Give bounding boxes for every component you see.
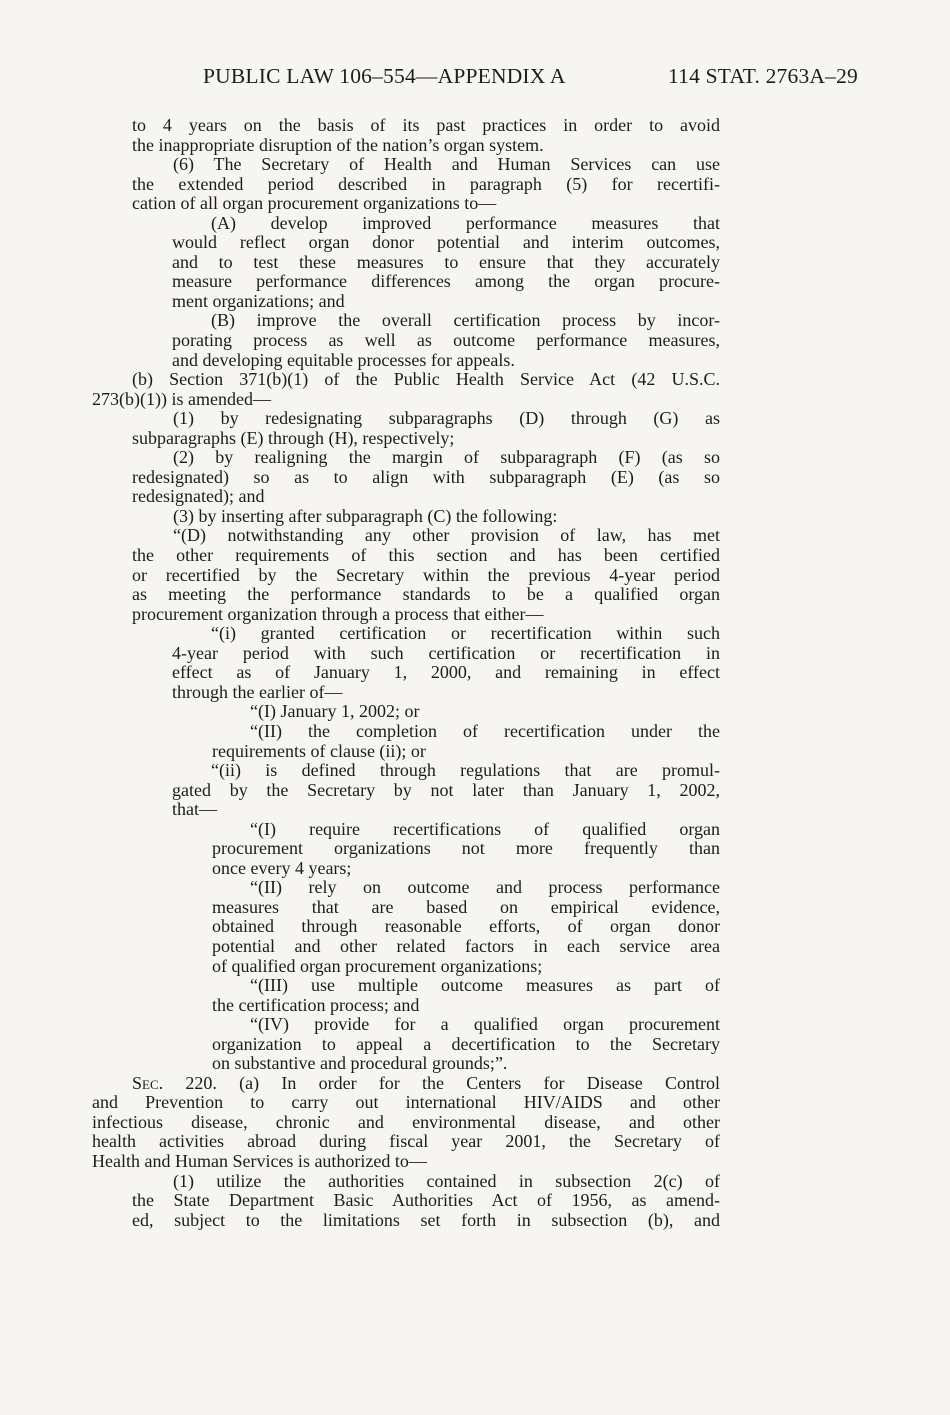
text-line: the certification process; and (212, 994, 420, 1015)
text-line: (3) by inserting after subparagraph (C) the following: (173, 505, 558, 526)
text-line: and developing equitable processes for appeals. (172, 349, 515, 370)
text-line: “(I) January 1, 2002; or (250, 701, 420, 722)
text-line: (1) by redesignating subparagraphs (D) through (G) as (173, 408, 720, 429)
text-line: “(ii) is defined through regulations that are promul- (211, 760, 720, 781)
text-line: ed, subject to the limitations set forth in subsection (b), and (132, 1209, 720, 1230)
text-line: requirements of clause (ii); or (212, 740, 426, 761)
text-line: the extended period described in paragraph (5) for recertifi- (132, 173, 720, 194)
running-head (203, 64, 858, 92)
text-line: Sec. 220. (a) In order for the Centers for Disease Control (132, 1072, 720, 1093)
text-line: “(D) notwithstanding any other provision of law, has met (173, 525, 720, 546)
text-line: as meeting the performance standards to be a qualified organ (132, 584, 720, 605)
text-line: “(IV) provide for a qualified organ procurement (250, 1014, 720, 1035)
text-line: “(i) granted certification or recertification within such (211, 623, 720, 644)
text-line: infectious disease, chronic and environmental disease, and other (92, 1111, 720, 1132)
text-line: “(III) use multiple outcome measures as part of (250, 975, 720, 996)
text-line: (2) by realigning the margin of subparagraph (F) (as so (173, 447, 720, 468)
text-line: cation of all organ procurement organizations to— (132, 193, 497, 214)
text-line: obtained through reasonable efforts, of organ donor (212, 916, 720, 937)
text-line: or recertified by the Secretary within the previous 4-year period (132, 564, 720, 585)
running-head-stat-citation: 114 STAT. 2763A–29 (667, 64, 858, 88)
text-line: through the earlier of— (172, 681, 343, 702)
text-line: to 4 years on the basis of its past practices in order to avoid (132, 115, 720, 135)
text-line: procurement organization through a process that either— (132, 603, 544, 624)
running-head-title: PUBLIC LAW 106–554—APPENDIX A (203, 64, 566, 88)
text-line: 273(b)(1)) is amended— (92, 388, 271, 409)
text-line: organization to appeal a decertification to the Secretary (212, 1033, 720, 1054)
text-line: Health and Human Services is authorized to— (92, 1150, 427, 1171)
text-line: potential and other related factors in each service area (212, 935, 720, 956)
text-line: effect as of January 1, 2000, and remaining in effect (172, 662, 720, 683)
text-line: 4-year period with such certification or recertification in (172, 642, 720, 663)
text-line: redesignated); and (132, 486, 265, 507)
text-line: on substantive and procedural grounds;”. (212, 1053, 508, 1074)
body-text (92, 116, 720, 1230)
text-line: “(II) the completion of recertification under the (250, 720, 720, 741)
text-line: ment organizations; and (172, 290, 345, 311)
text-line: (1) utilize the authorities contained in subsection 2(c) of (173, 1170, 720, 1191)
text-line: of qualified organ procurement organizations; (212, 955, 543, 976)
text-line: measures that are based on empirical evidence, (212, 896, 720, 917)
text-line: “(I) require recertifications of qualified organ (250, 818, 720, 839)
text-line: and Prevention to carry out international HIV/AIDS and other (92, 1092, 720, 1113)
text-line: the other requirements of this section and has been certified (132, 545, 720, 566)
text-line: and to test these measures to ensure that they accurately (172, 251, 720, 272)
text-line: (A) develop improved performance measures that (211, 212, 720, 233)
text-line: would reflect organ donor potential and interim outcomes, (172, 232, 720, 253)
text-line: redesignated) so as to align with subparagraph (E) (as so (132, 466, 720, 487)
text-line: once every 4 years; (212, 857, 352, 878)
text-line: (b) Section 371(b)(1) of the Public Health Service Act (42 U.S.C. (132, 369, 720, 390)
text-line: the State Department Basic Authorities Act of 1956, as amend- (132, 1190, 720, 1211)
text-line: measure performance differences among the organ procure- (172, 271, 720, 292)
text-line: porating process as well as outcome performance measures, (172, 330, 720, 351)
text-line: procurement organizations not more frequently than (212, 838, 720, 859)
text-line: “(II) rely on outcome and process performance (250, 877, 720, 898)
text-line: gated by the Secretary by not later than January 1, 2002, (172, 779, 720, 800)
text-line: (B) improve the overall certification process by incor- (211, 310, 720, 331)
text-line: subparagraphs (E) through (H), respectively; (132, 427, 455, 448)
section-label: Sec. (132, 1072, 164, 1093)
text-line: the inappropriate disruption of the nation’s organ system. (132, 134, 544, 155)
text-line: that— (172, 799, 217, 820)
text-line: health activities abroad during fiscal year 2001, the Secretary of (92, 1131, 720, 1152)
text-line: (6) The Secretary of Health and Human Services can use (173, 154, 720, 175)
